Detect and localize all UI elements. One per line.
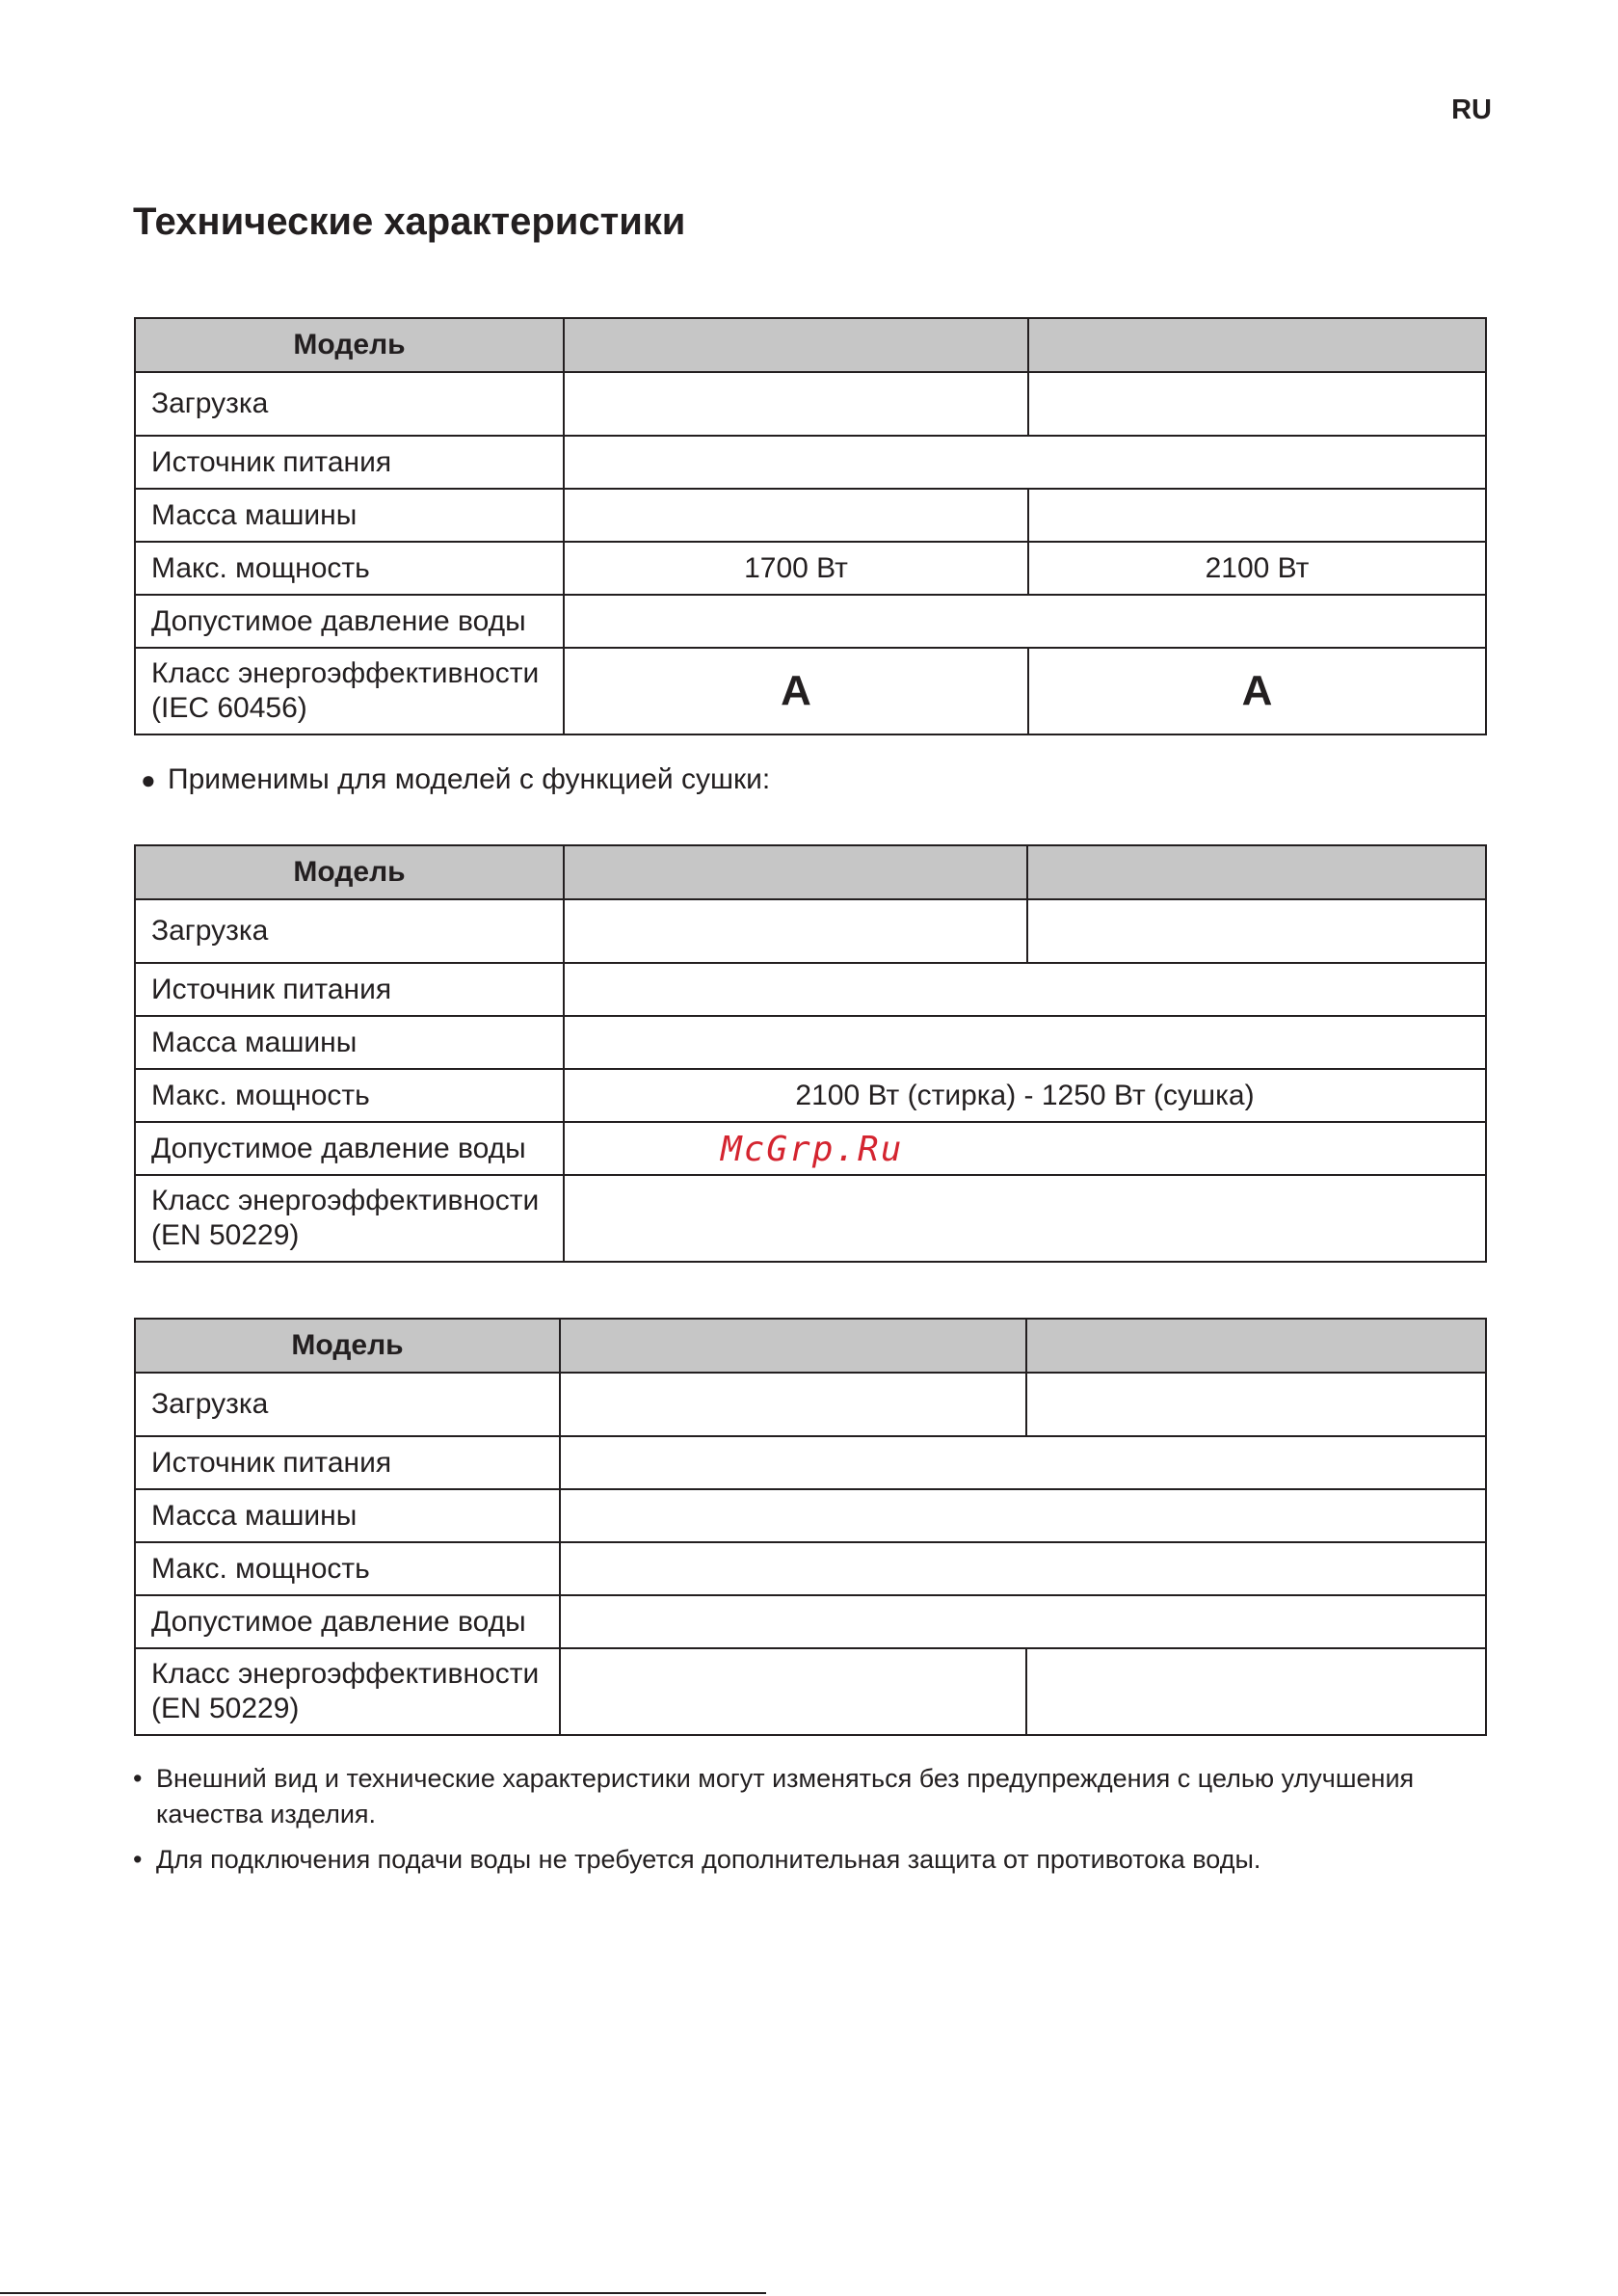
max-power-value-1: 1700 Вт: [564, 542, 1028, 595]
bullet-icon: •: [133, 1764, 143, 1793]
table-row: [135, 489, 1486, 542]
table-header-row: [135, 1319, 1486, 1373]
energy-class-value-1: A: [564, 648, 1028, 734]
mass-label: Масса машины: [135, 1016, 564, 1069]
load-label: Загрузка: [135, 899, 564, 963]
table-row: [135, 1542, 1486, 1595]
table-row: [135, 899, 1486, 963]
power-source-label: Источник питания: [135, 1436, 560, 1489]
energy-class-line2: (EN 50229): [151, 1693, 300, 1724]
energy-class-line1: Класс энергоэффективности: [151, 1658, 540, 1690]
table-row: [135, 963, 1486, 1016]
table-row: [135, 436, 1486, 489]
model-header: Модель: [135, 845, 564, 899]
table-row: [135, 1648, 1486, 1735]
table-header-row: [135, 845, 1486, 899]
table-header-row: [135, 318, 1486, 372]
table-row: [135, 372, 1486, 436]
energy-class-line1: Класс энергоэффективности: [151, 1185, 540, 1216]
table-row: [135, 1595, 1486, 1648]
max-power-label: Макс. мощность: [135, 1069, 564, 1122]
spec-table-washer: [134, 317, 1487, 735]
dryer-note: [141, 763, 770, 796]
water-pressure-label: Допустимое давление воды: [135, 1595, 560, 1648]
max-power-value-2: 2100 Вт: [1028, 542, 1486, 595]
energy-class-line2: (EN 50229): [151, 1219, 300, 1251]
table-row: [135, 648, 1486, 734]
table-row: [135, 1175, 1486, 1262]
bullet-icon: ●: [141, 765, 156, 794]
power-source-label: Источник питания: [135, 963, 564, 1016]
energy-class-label: [135, 1175, 564, 1262]
mass-label: Масса машины: [135, 489, 564, 542]
footnote-2-line1: Для подключения подачи воды не требуется дополнительная защита от противотока воды.: [156, 1845, 1261, 1874]
watermark: McGrp.Ru: [721, 1130, 904, 1169]
power-source-label: Источник питания: [135, 436, 564, 489]
energy-class-value-2: A: [1028, 648, 1486, 734]
language-code: RU: [1451, 94, 1492, 125]
max-power-label: Макс. мощность: [135, 542, 564, 595]
table-row: [135, 1373, 1486, 1436]
page-title: Технические характеристики: [133, 200, 686, 243]
model-header: Модель: [135, 318, 564, 372]
bullet-icon: •: [133, 1845, 143, 1874]
water-pressure-label: Допустимое давление воды: [135, 1122, 564, 1175]
load-label: Загрузка: [135, 372, 564, 436]
model-header: Модель: [135, 1319, 560, 1373]
table-row: [135, 1436, 1486, 1489]
footnote-2: [133, 1842, 1501, 1878]
energy-class-line2: (IEC 60456): [151, 692, 307, 724]
table-row: [135, 1069, 1486, 1122]
load-label: Загрузка: [135, 1373, 560, 1436]
energy-class-label: [135, 1648, 560, 1735]
table-row: [135, 1489, 1486, 1542]
energy-class-label: [135, 648, 564, 734]
dryer-note-text: Применимы для моделей с функцией сушки:: [168, 763, 771, 795]
footnote-1-line1: Внешний вид и технические характеристики могут изменяться без предупреждения с целью улучшения: [156, 1764, 1415, 1793]
footnote-1-line2: качества изделия.: [156, 1800, 377, 1829]
max-power-value: 2100 Вт (стирка) - 1250 Вт (сушка): [564, 1069, 1486, 1122]
spec-table-third: [134, 1318, 1487, 1736]
max-power-label: Макс. мощность: [135, 1542, 560, 1595]
table-row: [135, 1016, 1486, 1069]
footnote-1: [133, 1761, 1501, 1832]
spec-table-washer-dryer: [134, 844, 1487, 1263]
water-pressure-label: Допустимое давление воды: [135, 595, 564, 648]
table-row: [135, 542, 1486, 595]
bottom-divider: [0, 2292, 766, 2294]
mass-label: Масса машины: [135, 1489, 560, 1542]
energy-class-line1: Класс энергоэффективности: [151, 657, 540, 689]
table-row: [135, 595, 1486, 648]
